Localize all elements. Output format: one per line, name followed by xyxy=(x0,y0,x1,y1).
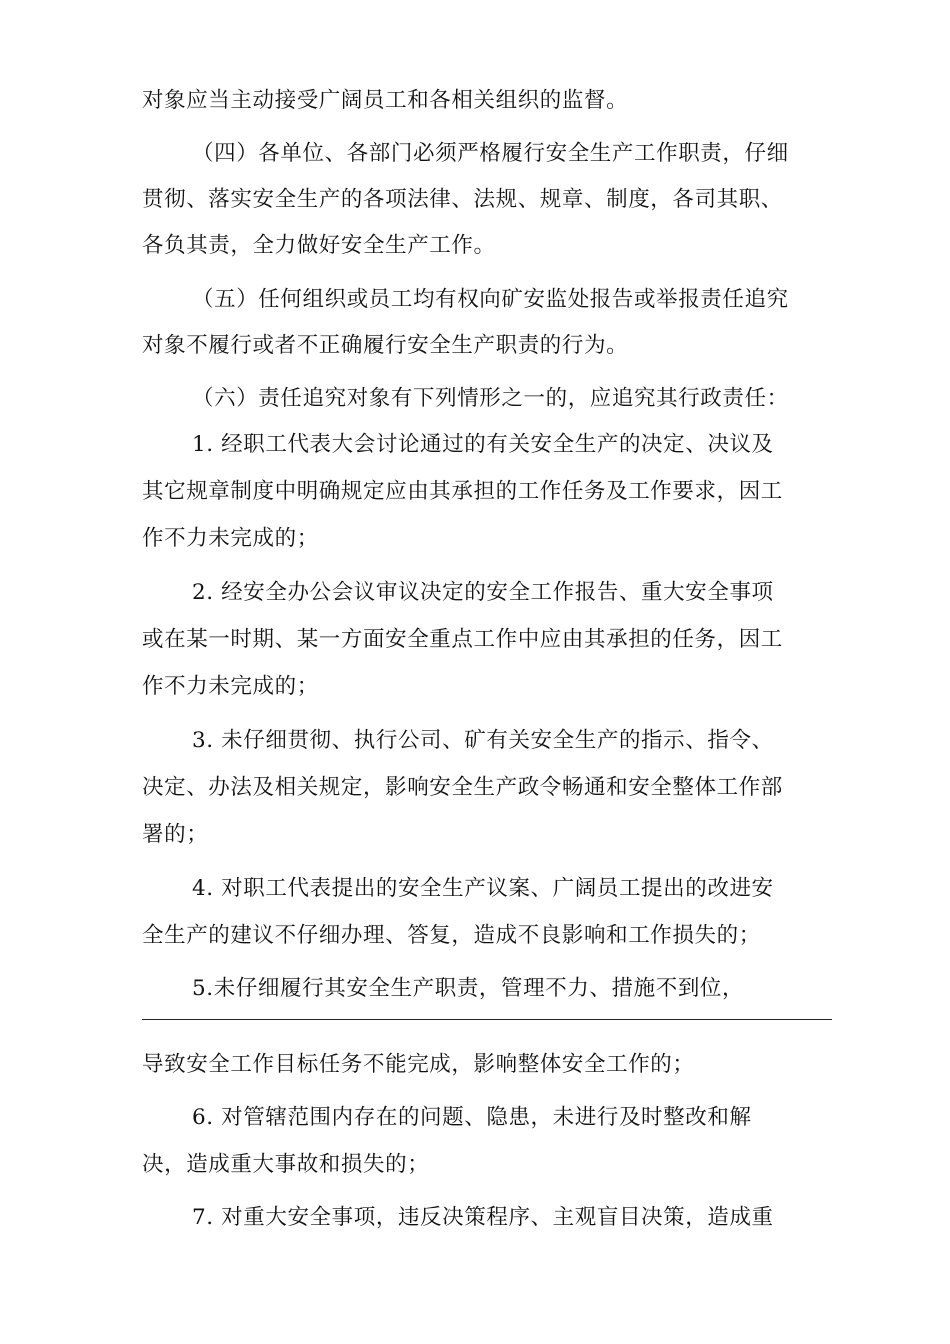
paragraph-line: 对象应当主动接受广阔员工和各相关组织的监督。 xyxy=(142,88,629,113)
paragraph-line: 4. 对职工代表提出的安全生产议案、广阔员工提出的改进安 xyxy=(192,876,774,901)
paragraph-line: 导致安全工作目标任务不能完成，影响整体安全工作的； xyxy=(142,1052,695,1077)
paragraph-line: 其它规章制度中明确规定应由其承担的工作任务及工作要求，因工 xyxy=(142,479,783,504)
paragraph-line: 1. 经职工代表大会讨论通过的有关安全生产的决定、决议及 xyxy=(192,432,774,457)
paragraph-line: 决定、办法及相关规定，影响安全生产政令畅通和安全整体工作部 xyxy=(142,775,783,800)
paragraph-line: 2. 经安全办公会议审议决定的安全工作报告、重大安全事项 xyxy=(192,580,774,605)
paragraph-line: 全生产的建议不仔细办理、答复，造成不良影响和工作损失的； xyxy=(142,923,761,948)
paragraph-line: 贯彻、落实安全生产的各项法律、法规、规章、制度，各司其职、 xyxy=(142,187,783,212)
paragraph-line: 署的； xyxy=(142,822,209,847)
page-divider xyxy=(142,1019,832,1020)
paragraph-line: 各负其责，全力做好安全生产工作。 xyxy=(142,233,496,258)
paragraph-line: （六）责任追究对象有下列情形之一的，应追究其行政责任： xyxy=(192,386,789,411)
paragraph-line: 作不力未完成的； xyxy=(142,526,319,551)
paragraph-line: 6. 对管辖范围内存在的问题、隐患，未进行及时整改和解 xyxy=(192,1105,752,1130)
paragraph-line: 或在某一时期、某一方面安全重点工作中应由其承担的任务，因工 xyxy=(142,627,783,652)
paragraph-line: 对象不履行或者不正确履行安全生产职责的行为。 xyxy=(142,333,629,358)
paragraph-line: 决，造成重大事故和损失的； xyxy=(142,1152,430,1177)
paragraph-line: 作不力未完成的； xyxy=(142,674,319,699)
paragraph-line: 3. 未仔细贯彻、执行公司、矿有关安全生产的指示、指令、 xyxy=(192,728,774,753)
paragraph-line: （五）任何组织或员工均有权向矿安监处报告或举报责任追究 xyxy=(192,287,789,312)
paragraph-line: 7. 对重大安全事项，违反决策程序、主观盲目决策，造成重 xyxy=(192,1205,774,1230)
paragraph-line: 5.未仔细履行其安全生产职责，管理不力、措施不到位， xyxy=(192,976,745,1001)
paragraph-line: （四）各单位、各部门必须严格履行安全生产工作职责，仔细 xyxy=(192,141,789,166)
